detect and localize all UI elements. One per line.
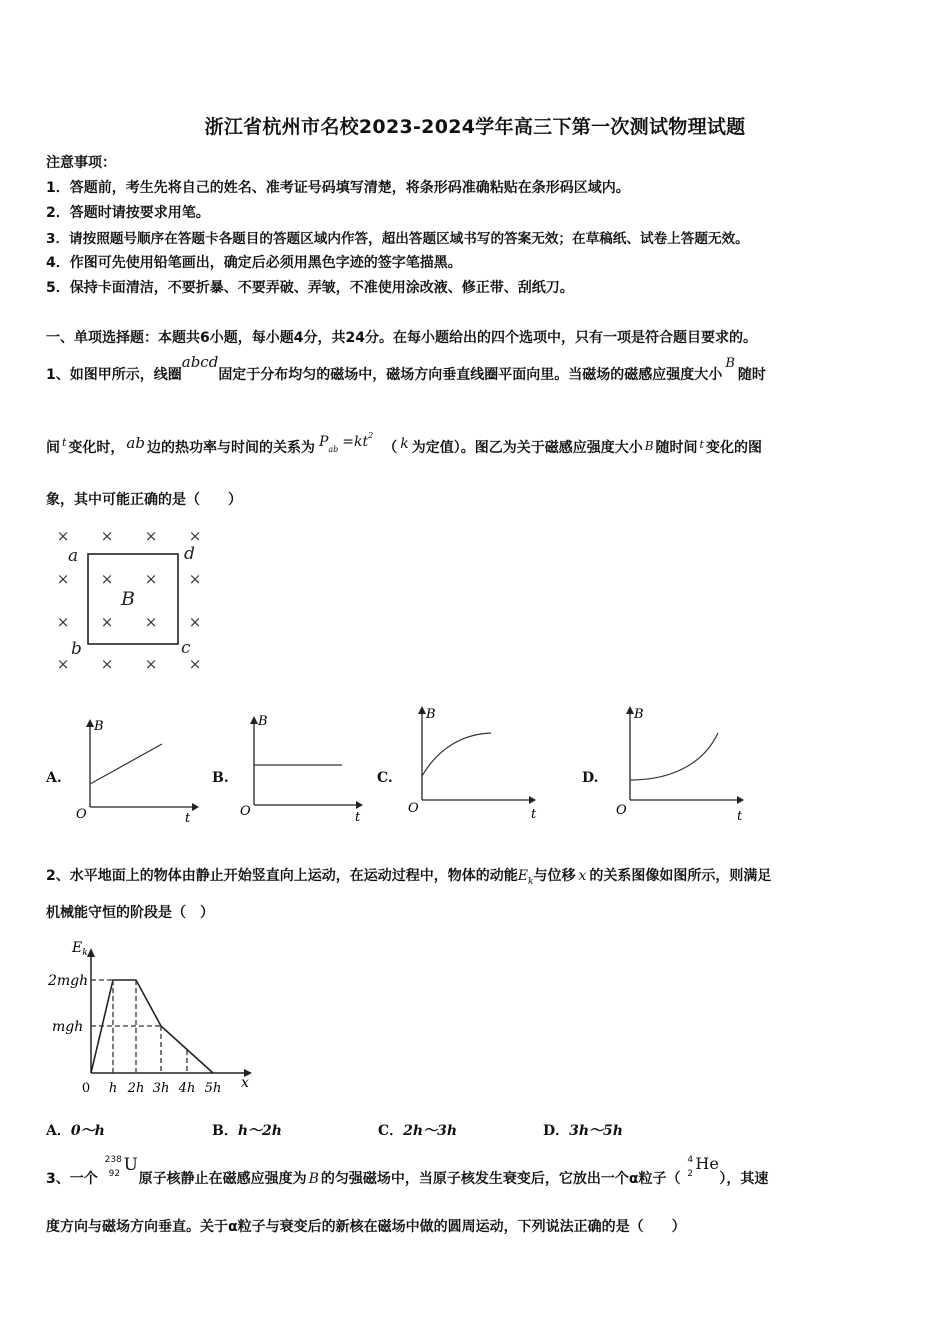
q3-line2: 度方向与磁场方向垂直。关于α粒子与衰变后的新核在磁场中做的圆周运动，下列说法正确的是（ ） [46,1219,686,1235]
svg-text:×: × [56,570,70,588]
svg-text:×: × [188,613,202,631]
svg-text:×: × [188,655,202,673]
q1-option-b-label[interactable]: B. [212,770,229,786]
notice-item: 1．答题前，考生先将自己的姓名、准考证号码填写清楚，将条形码准确粘贴在条形码区域内。 [46,180,630,196]
q1-line2: 间 $^t$ 变化时， ab 边的热功率与时间的关系为 Pab $=kt^2$（ k 为定值）。图乙为关于磁感应强度大小 B 随时间 $^t$ 变化的图 [46,431,762,456]
y-arrow-icon [418,706,426,714]
x-arrow-icon [737,796,744,804]
q1-option-b-graph[interactable] [236,710,366,825]
svg-text:×: × [100,613,114,631]
y-arrow-icon [250,716,258,724]
curve-concave [422,733,491,776]
svg-text:5h: 5h [204,1081,222,1096]
axis-label-x: t [185,811,191,825]
q2-option-d[interactable]: D．3h～5h [543,1123,623,1139]
notice-item: 4．作图可先使用铅笔画出，确定后必须用黑色字迹的签字笔描黑。 [46,255,462,271]
corner-label-d: d [184,544,195,564]
axis-label-y: B [634,707,644,722]
q1-option-a-graph[interactable] [72,715,202,825]
q2-option-b[interactable]: B．h～2h [212,1123,282,1139]
svg-text:×: × [56,527,70,545]
origin-label: O [408,801,419,816]
y-arrow-icon [87,948,95,957]
corner-label-a: a [68,546,79,566]
q1-option-d-label[interactable]: D. [582,770,599,786]
notice-heading: 注意事项： [46,155,116,171]
axis-label-y: B [258,714,268,729]
helium-nuclide: 4 2 He [687,1154,719,1179]
corner-label-c: c [181,638,191,658]
svg-text:×: × [144,613,158,631]
q1-option-a-label[interactable]: A. [46,770,62,786]
axis-label-x: t [355,810,361,825]
svg-text:4h: 4h [178,1081,196,1096]
svg-text:3h: 3h [152,1081,170,1096]
notice-item: 2．答题时请按要求用笔。 [46,205,210,221]
origin-label: O [240,804,251,819]
axis-label-y: $E_k$ [72,940,88,958]
origin-label: O [616,803,627,818]
q1-coil-figure [50,520,220,680]
q1-option-c-graph[interactable] [404,702,544,822]
svg-text:×: × [188,570,202,588]
origin-label: O [76,807,87,822]
svg-text:×: × [56,655,70,673]
q1-option-d-graph[interactable] [612,702,752,822]
q1-line3: 象，其中可能正确的是（ ） [46,492,242,508]
y-tick-mgh: mgh [52,1019,84,1035]
q1-line1: 1、如图甲所示，线圈abcd固定于分布均匀的磁场中，磁场方向垂直线圈平面向里。当磁场的磁感应强度大小B随时 [46,353,766,383]
notice-item: 3．请按照题号顺序在答题卡各题目的答题区域内作答，超出答题区域书写的答案无效；在草稿纸、试卷上答题无效。 [46,231,749,247]
x-ticks [82,1081,221,1096]
notice-item: 5．保持卡面清洁，不要折暴、不要弄破、弄皱，不准使用涂改液、修正带、刮纸刀。 [46,280,574,296]
q2-ek-graph [44,935,259,1100]
svg-text:×: × [100,655,114,673]
x-arrow-icon [356,801,363,809]
svg-text:×: × [144,655,158,673]
guide-lines [91,980,187,1073]
q2-option-a[interactable]: A．0～h [46,1123,105,1139]
corner-label-b: b [71,639,82,659]
svg-text:×: × [144,570,158,588]
field-label-B: B [121,588,135,610]
uranium-nuclide: 238 92 U [104,1155,138,1179]
curve-convex [630,733,718,780]
axis-label-y: B [94,719,104,734]
q3-line1: 3、一个 238 92 U 原子核静止在磁感应强度为 B 的匀强磁场中，当原子核发生衰变后，它放出一个α粒子（ 4 2 He ），其速 [46,1154,769,1187]
q2-line2: 机械能守恒的阶段是（ ） [46,905,214,921]
svg-text:2h: 2h [127,1081,145,1096]
svg-text:0: 0 [81,1081,91,1096]
section-heading: 一、单项选择题：本题共6小题，每小题4分，共24分。在每小题给出的四个选项中，只有一项是符合题目要求的。 [46,330,757,346]
axis-label-x: t [737,809,743,822]
svg-text:×: × [144,527,158,545]
q2-option-c[interactable]: C．2h～3h [378,1123,457,1139]
svg-text:×: × [56,613,70,631]
axis-label-y: B [426,707,436,722]
x-arrow-icon [192,803,199,811]
axis-label-x: t [531,807,537,822]
y-arrow-icon [86,719,94,727]
svg-text:×: × [188,527,202,545]
q1-option-c-label[interactable]: C. [377,770,393,786]
svg-text:h: h [108,1081,118,1096]
svg-text:×: × [100,527,114,545]
y-arrow-icon [626,706,634,714]
curve-linear [90,744,162,784]
svg-text:×: × [100,570,114,588]
y-tick-2mgh: 2mgh [48,973,89,989]
page-title: 浙江省杭州市名校2023-2024学年高三下第一次测试物理试题 [204,116,746,138]
q2-line1: 2、水平地面上的物体由静止开始竖直向上运动，在运动过程中，物体的动能$E_k$与位移 x 的关系图像如图所示，则满足 [46,868,772,887]
axis-label-x: x [241,1075,249,1091]
x-arrow-icon [529,796,536,804]
